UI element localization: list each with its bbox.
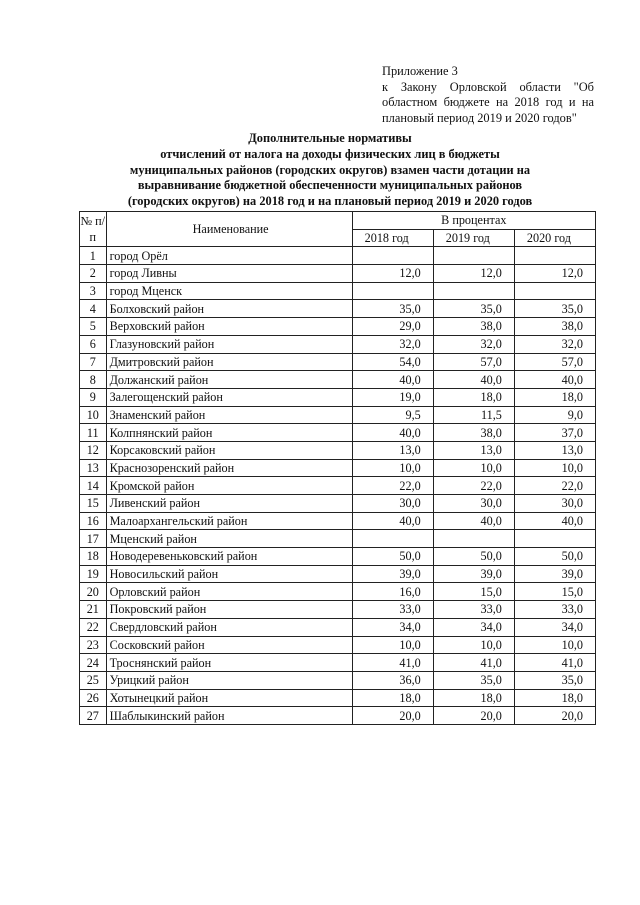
row-number: 19 (80, 565, 107, 583)
table-row (80, 707, 596, 725)
header-year-2019: 2019 год (433, 229, 514, 247)
row-name: Орловский район (106, 583, 352, 601)
row-name: Колпнянский район (106, 424, 352, 442)
row-value-2019: 18,0 (433, 388, 514, 406)
row-name: Кромской район (106, 477, 352, 495)
table-row (80, 459, 596, 477)
row-name: Покровский район (106, 601, 352, 619)
appendix-line: областном бюджете на 2018 год и на (382, 95, 594, 110)
row-value-2019: 40,0 (433, 512, 514, 530)
row-number: 22 (80, 618, 107, 636)
row-value-2020: 50,0 (514, 548, 595, 566)
row-number: 23 (80, 636, 107, 654)
row-name: Дмитровский район (106, 353, 352, 371)
row-value-2019: 15,0 (433, 583, 514, 601)
row-name: Должанский район (106, 371, 352, 389)
table-row (80, 441, 596, 459)
table-row (80, 371, 596, 389)
row-value-2019: 57,0 (433, 353, 514, 371)
appendix-note (382, 64, 594, 126)
row-number: 26 (80, 689, 107, 707)
row-number: 25 (80, 671, 107, 689)
table-row (80, 583, 596, 601)
row-value-2018: 12,0 (352, 265, 433, 283)
row-value-2018: 40,0 (352, 371, 433, 389)
row-value-2018: 18,0 (352, 689, 433, 707)
table-row (80, 300, 596, 318)
table-row (80, 406, 596, 424)
row-value-2019: 33,0 (433, 601, 514, 619)
row-value-2018: 16,0 (352, 583, 433, 601)
row-name: Троснянский район (106, 654, 352, 672)
row-name: Глазуновский район (106, 335, 352, 353)
row-value-2019 (433, 530, 514, 548)
row-value-2018: 9,5 (352, 406, 433, 424)
header-number: № п/п (80, 212, 107, 247)
table-header-row (80, 212, 596, 230)
title-line: выравнивание бюджетной обеспеченности муниципальных районов (137, 178, 523, 193)
table-row (80, 689, 596, 707)
row-value-2020: 13,0 (514, 441, 595, 459)
row-name: Урицкий район (106, 671, 352, 689)
title-line: (городских округов) на 2018 год и на плановый период 2019 и 2020 годов (127, 194, 533, 209)
row-value-2019: 18,0 (433, 689, 514, 707)
table-row (80, 654, 596, 672)
row-value-2019: 22,0 (433, 477, 514, 495)
row-number: 7 (80, 353, 107, 371)
row-value-2018: 50,0 (352, 548, 433, 566)
row-number: 27 (80, 707, 107, 725)
document-title (70, 131, 590, 210)
table-row (80, 565, 596, 583)
row-value-2019: 32,0 (433, 335, 514, 353)
row-number: 5 (80, 318, 107, 336)
row-number: 2 (80, 265, 107, 283)
row-number: 9 (80, 388, 107, 406)
row-value-2018 (352, 282, 433, 300)
row-number: 17 (80, 530, 107, 548)
row-value-2020: 34,0 (514, 618, 595, 636)
row-value-2020: 40,0 (514, 371, 595, 389)
row-name: Малоархангельский район (106, 512, 352, 530)
row-value-2018: 54,0 (352, 353, 433, 371)
row-value-2020: 15,0 (514, 583, 595, 601)
table-row (80, 512, 596, 530)
row-number: 20 (80, 583, 107, 601)
row-name: Сосковский район (106, 636, 352, 654)
norms-table (79, 211, 596, 725)
row-value-2018: 40,0 (352, 424, 433, 442)
row-value-2020 (514, 282, 595, 300)
row-value-2020: 35,0 (514, 300, 595, 318)
row-value-2018: 36,0 (352, 671, 433, 689)
table-row (80, 548, 596, 566)
table-row (80, 282, 596, 300)
row-value-2020: 10,0 (514, 459, 595, 477)
row-number: 1 (80, 247, 107, 265)
row-value-2018: 30,0 (352, 495, 433, 513)
table-row (80, 530, 596, 548)
row-value-2020: 20,0 (514, 707, 595, 725)
table-row (80, 671, 596, 689)
row-value-2019: 12,0 (433, 265, 514, 283)
row-value-2019: 38,0 (433, 424, 514, 442)
row-name: Мценский район (106, 530, 352, 548)
row-value-2019: 30,0 (433, 495, 514, 513)
row-name: Новодеревеньковский район (106, 548, 352, 566)
row-value-2020: 37,0 (514, 424, 595, 442)
row-value-2018: 13,0 (352, 441, 433, 459)
appendix-line: к Закону Орловской области "Об (382, 79, 594, 94)
row-number: 8 (80, 371, 107, 389)
row-value-2020: 30,0 (514, 495, 595, 513)
row-number: 11 (80, 424, 107, 442)
row-number: 13 (80, 459, 107, 477)
row-name: Корсаковский район (106, 441, 352, 459)
row-value-2020 (514, 247, 595, 265)
row-value-2018: 35,0 (352, 300, 433, 318)
header-year-2018: 2018 год (352, 229, 433, 247)
row-value-2020: 18,0 (514, 689, 595, 707)
table-row (80, 636, 596, 654)
row-name: Хотынецкий район (106, 689, 352, 707)
row-number: 14 (80, 477, 107, 495)
row-value-2018: 32,0 (352, 335, 433, 353)
row-value-2020: 33,0 (514, 601, 595, 619)
header-name: Наименование (106, 212, 352, 247)
row-value-2020: 38,0 (514, 318, 595, 336)
row-name: Верховский район (106, 318, 352, 336)
table-row (80, 601, 596, 619)
row-name: Новосильский район (106, 565, 352, 583)
row-number: 12 (80, 441, 107, 459)
row-name: Знаменский район (106, 406, 352, 424)
row-number: 18 (80, 548, 107, 566)
table-row (80, 388, 596, 406)
row-value-2018: 19,0 (352, 388, 433, 406)
row-name: город Ливны (106, 265, 352, 283)
row-value-2019: 20,0 (433, 707, 514, 725)
row-value-2020: 18,0 (514, 388, 595, 406)
row-name: Залегощенский район (106, 388, 352, 406)
row-value-2018: 34,0 (352, 618, 433, 636)
table-row (80, 353, 596, 371)
row-number: 10 (80, 406, 107, 424)
row-value-2018: 22,0 (352, 477, 433, 495)
table-row (80, 495, 596, 513)
row-number: 15 (80, 495, 107, 513)
appendix-line: плановый период 2019 и 2020 годов" (382, 110, 577, 125)
row-value-2018: 40,0 (352, 512, 433, 530)
row-value-2020: 32,0 (514, 335, 595, 353)
row-value-2019: 13,0 (433, 441, 514, 459)
row-number: 3 (80, 282, 107, 300)
row-value-2019: 11,5 (433, 406, 514, 424)
row-value-2020: 12,0 (514, 265, 595, 283)
table-row (80, 477, 596, 495)
row-value-2019: 34,0 (433, 618, 514, 636)
table-row (80, 318, 596, 336)
header-percent-group: В процентах (352, 212, 595, 230)
row-value-2019: 39,0 (433, 565, 514, 583)
title-line: Дополнительные нормативы (248, 131, 412, 145)
row-value-2018: 41,0 (352, 654, 433, 672)
title-line: муниципальных районов (городских округов) взамен части дотации на (129, 162, 531, 177)
header-year-2020: 2020 год (514, 229, 595, 247)
row-value-2018: 10,0 (352, 459, 433, 477)
row-value-2018: 29,0 (352, 318, 433, 336)
row-number: 6 (80, 335, 107, 353)
row-value-2020: 22,0 (514, 477, 595, 495)
row-value-2018: 20,0 (352, 707, 433, 725)
row-number: 24 (80, 654, 107, 672)
row-value-2019: 41,0 (433, 654, 514, 672)
table-row (80, 335, 596, 353)
row-name: город Мценск (106, 282, 352, 300)
appendix-line: Приложение 3 (382, 64, 458, 78)
row-value-2018: 10,0 (352, 636, 433, 654)
row-value-2020: 40,0 (514, 512, 595, 530)
row-name: город Орёл (106, 247, 352, 265)
row-value-2019: 10,0 (433, 459, 514, 477)
row-value-2020: 35,0 (514, 671, 595, 689)
row-name: Краснозоренский район (106, 459, 352, 477)
row-name: Свердловский район (106, 618, 352, 636)
row-value-2019: 35,0 (433, 300, 514, 318)
row-number: 4 (80, 300, 107, 318)
row-value-2019: 35,0 (433, 671, 514, 689)
row-value-2019 (433, 282, 514, 300)
row-number: 21 (80, 601, 107, 619)
table-row (80, 618, 596, 636)
row-name: Шаблыкинский район (106, 707, 352, 725)
row-value-2019: 40,0 (433, 371, 514, 389)
table-row (80, 247, 596, 265)
row-value-2018 (352, 530, 433, 548)
row-value-2018: 33,0 (352, 601, 433, 619)
row-value-2020 (514, 530, 595, 548)
row-value-2020: 41,0 (514, 654, 595, 672)
table-row (80, 265, 596, 283)
row-value-2020: 39,0 (514, 565, 595, 583)
row-value-2019: 38,0 (433, 318, 514, 336)
row-value-2018 (352, 247, 433, 265)
row-value-2019: 50,0 (433, 548, 514, 566)
row-name: Болховский район (106, 300, 352, 318)
table-row (80, 424, 596, 442)
title-line: отчислений от налога на доходы физических лиц в бюджеты (160, 146, 500, 161)
row-value-2019 (433, 247, 514, 265)
row-name: Ливенский район (106, 495, 352, 513)
row-value-2020: 57,0 (514, 353, 595, 371)
row-value-2020: 9,0 (514, 406, 595, 424)
row-number: 16 (80, 512, 107, 530)
row-value-2019: 10,0 (433, 636, 514, 654)
row-value-2018: 39,0 (352, 565, 433, 583)
row-value-2020: 10,0 (514, 636, 595, 654)
